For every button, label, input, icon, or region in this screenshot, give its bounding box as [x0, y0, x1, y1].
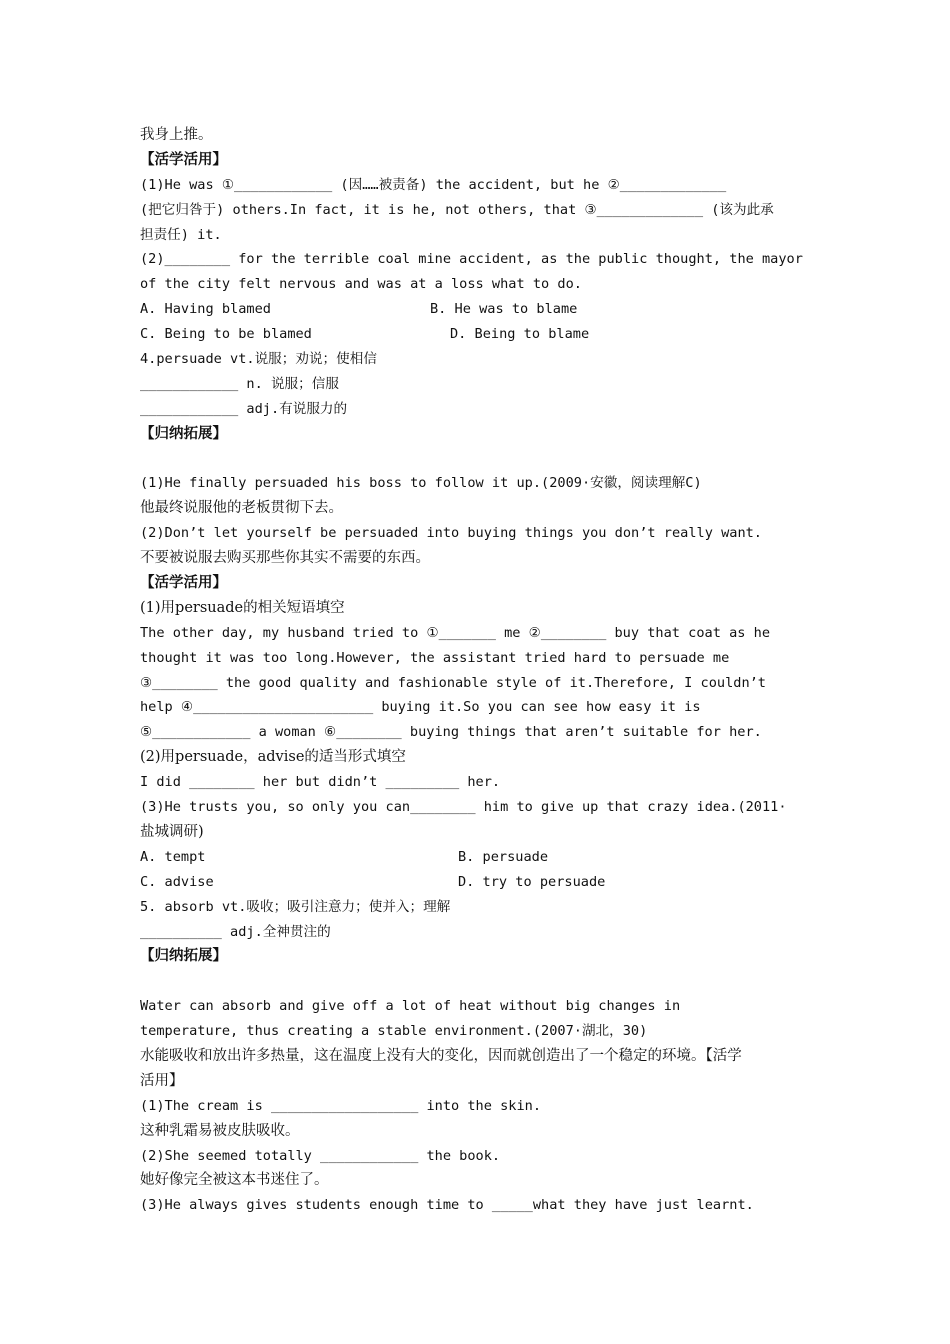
- text-line: (2)She seemed totally ____________ the book.: [140, 1147, 501, 1164]
- text-line: (2)________ for the terrible coal mine accident, as the public thought, the mayor: [140, 251, 803, 268]
- text-line: of the city felt nervous and was at a loss what to do.: [140, 276, 582, 293]
- translation-line: 水能吸收和放出许多热量，这在温度上没有大的变化，因而就创造出了一个稳定的环境。【活学: [140, 1047, 742, 1064]
- text-line: Water can absorb and give off a lot of heat without big changes in: [140, 998, 681, 1015]
- text-line: (3)He always gives students enough time to _____what they have just learnt.: [140, 1197, 754, 1214]
- text-line: 盐城调研): [140, 823, 204, 840]
- translation-line: 不要被说服去购买那些你其实不需要的东西。: [140, 550, 430, 567]
- text-line: ____________ n. 说服；信服: [140, 375, 339, 392]
- text-line: (1)He was ①____________ (因……被责备) the accident, but he ②_____________: [140, 176, 727, 193]
- text-line: (2)Don’t let yourself be persuaded into buying things you don’t really want.: [140, 525, 762, 542]
- option-a: A. tempt: [140, 848, 206, 865]
- text-line: thought it was too long.However, the assistant tried hard to persuade me: [140, 649, 730, 666]
- option-row: [140, 297, 810, 322]
- option-row: [140, 870, 810, 895]
- text-line: 我身上推。: [140, 127, 213, 143]
- translation-line: 他最终说服他的老板贯彻下去。: [140, 500, 343, 517]
- text-line: (3)He trusts you, so only you can________ him to give up that crazy idea.(2011·: [140, 799, 787, 816]
- text-line: temperature, thus creating a stable environment.(2007·湖北，30): [140, 1023, 648, 1040]
- vocab-heading: 4.persuade vt.说服；劝说；使相信: [140, 351, 377, 368]
- text-line: (1)用persuade的相关短语填空: [140, 599, 345, 616]
- option-row: [140, 322, 810, 347]
- text-line: (1)The cream is __________________ into the skin.: [140, 1097, 542, 1114]
- text-line: __________ adj.全神贯注的: [140, 923, 331, 940]
- option-c: C. Being to be blamed: [140, 326, 312, 343]
- vocab-heading: 5. absorb vt.吸收；吸引注意力；使并入；理解: [140, 898, 451, 915]
- text-line: 活用】: [140, 1072, 184, 1089]
- text-line: (1)He finally persuaded his boss to follow it up.(2009·安徽，阅读理解C): [140, 475, 702, 492]
- section-heading: 【归纳拓展】: [140, 424, 227, 442]
- text-line: The other day, my husband tried to ①_______ me ②________ buy that coat as he: [140, 624, 770, 641]
- text-line: ⑤____________ a woman ⑥________ buying things that aren’t suitable for her.: [140, 724, 762, 741]
- text-line: I did ________ her but didn’t _________ her.: [140, 774, 501, 791]
- text-line: (2)用persuade，advise的适当形式填空: [140, 749, 406, 766]
- blank-line: [140, 447, 810, 472]
- translation-line: 这种乳霜易被皮肤吸收。: [140, 1122, 300, 1139]
- option-c: C. advise: [140, 873, 214, 890]
- text-line: (把它归咎于) others.In fact, it is he, not others, that ③_____________ (该为此承: [140, 201, 774, 218]
- text-line: help ④______________________ buying it.So you can see how easy it is: [140, 699, 701, 716]
- translation-line: 她好像完全被这本书迷住了。: [140, 1172, 329, 1189]
- document-page: [140, 123, 810, 1218]
- option-b: B. persuade: [458, 848, 549, 865]
- option-d: D. try to persuade: [458, 873, 606, 890]
- section-heading: 【归纳拓展】: [140, 947, 227, 965]
- section-heading: 【活学活用】: [140, 574, 227, 592]
- text-line: ③________ the good quality and fashionable style of it.Therefore, I couldn’t: [140, 674, 766, 691]
- blank-line: [140, 969, 810, 994]
- text-line: 担责任) it.: [140, 226, 222, 243]
- text-line: ____________ adj.有说服力的: [140, 400, 348, 417]
- option-row: [140, 845, 810, 870]
- option-d: D. Being to blame: [450, 326, 590, 343]
- option-b: B. He was to blame: [430, 301, 578, 318]
- option-a: A. Having blamed: [140, 301, 271, 318]
- section-heading: 【活学活用】: [140, 150, 227, 168]
